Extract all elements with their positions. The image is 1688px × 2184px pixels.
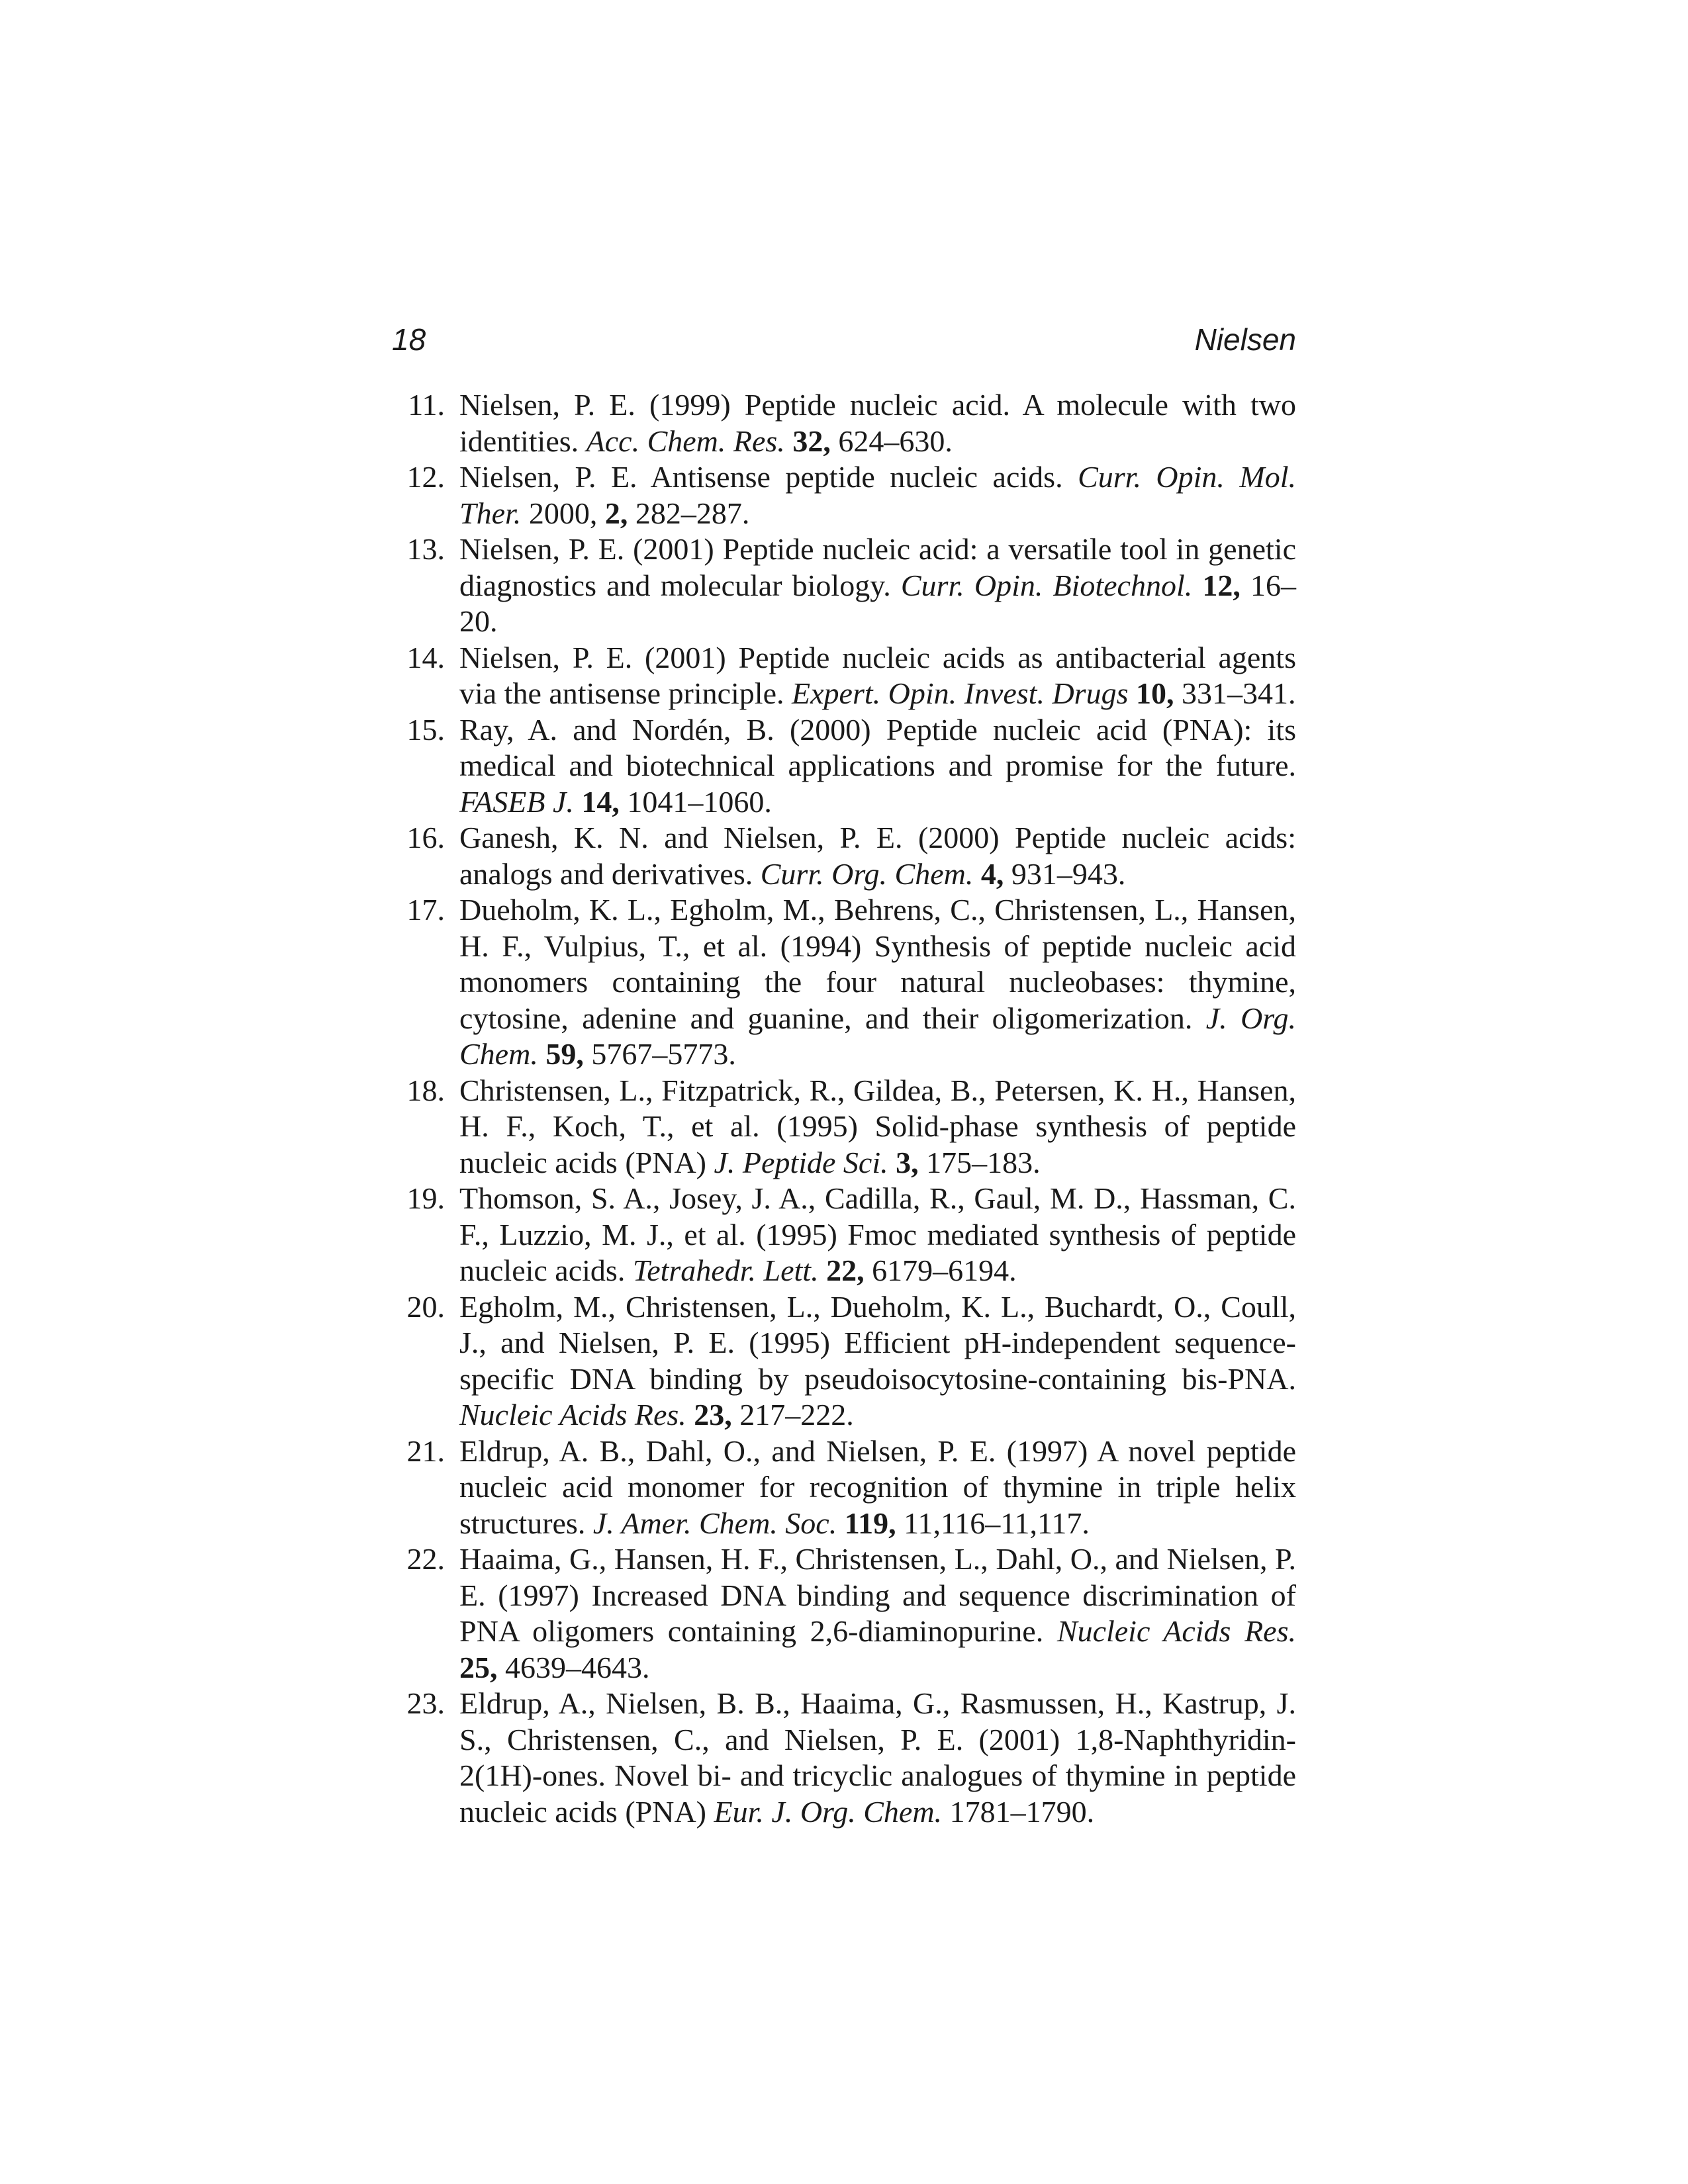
reference-separator xyxy=(819,1253,827,1287)
reference-separator xyxy=(574,785,582,819)
journal-name: Expert. Opin. Invest. Drugs xyxy=(792,676,1129,710)
volume-number: 32, xyxy=(792,424,831,458)
reference-text: Eldrup, A. B., Dahl, O., and Nielsen, P. E. (1997) A novel peptide nucleic acid monomer for recognition of thymine in triple helix structures. xyxy=(459,1433,1296,1540)
reference-item xyxy=(392,1433,1296,1542)
reference-list xyxy=(392,387,1296,1830)
reference-text: Ganesh, K. N. and Nielsen, P. E. (2000) Peptide nucleic acids: analogs and derivatives. xyxy=(459,821,1296,891)
page-number: 18 xyxy=(392,322,426,357)
reference-text: Egholm, M., Christensen, L., Dueholm, K. L., Buchardt, O., Coull, J., and Nielsen, P. E. (1995) Efficient pH-independent sequence-specific DNA binding by pseudoisocytosine-containing bis-PNA. xyxy=(459,1289,1296,1396)
reference-item xyxy=(392,640,1296,712)
reference-separator xyxy=(888,1146,896,1179)
reference-number: 11. xyxy=(408,388,445,422)
reference-number: 14. xyxy=(406,640,445,674)
reference-item xyxy=(392,1289,1296,1433)
reference-text: Dueholm, K. L., Egholm, M., Behrens, C., Christensen, L., Hansen, H. F., Vulpius, T., et al. (1994) Synthesis of peptide nucleic acid monomers containing the four natural nucleobases: thymine, cytosine, adenine and guanine, and their oligomerization. xyxy=(459,893,1296,1035)
journal-name: J. Amer. Chem. Soc. xyxy=(592,1506,837,1540)
reference-item xyxy=(392,1686,1296,1830)
reference-pages: 5767–5773. xyxy=(583,1037,736,1071)
reference-number: 19. xyxy=(406,1181,445,1215)
journal-name: Curr. Opin. Mol. Ther. xyxy=(459,460,1297,530)
reference-pages: 11,116–11,117. xyxy=(896,1506,1090,1540)
reference-number: 20. xyxy=(406,1289,445,1324)
reference-pages: 175–183. xyxy=(918,1145,1041,1179)
reference-separator xyxy=(785,424,793,458)
reference-number: 23. xyxy=(406,1686,445,1720)
reference-pages: 1781–1790. xyxy=(949,1794,1095,1829)
reference-pages: 217–222. xyxy=(731,1398,854,1432)
reference-item xyxy=(392,712,1296,821)
reference-text: Ray, A. and Nordén, B. (2000) Peptide nucleic acid (PNA): its medical and biotechnical applications and promise for the future. xyxy=(459,712,1296,782)
reference-pages: 282–287. xyxy=(628,496,750,530)
reference-item xyxy=(392,1073,1296,1181)
reference-item xyxy=(392,892,1296,1073)
reference-item xyxy=(392,1541,1296,1686)
reference-number: 15. xyxy=(406,712,445,747)
volume-number: 4, xyxy=(980,856,1004,891)
reference-item xyxy=(392,459,1296,531)
reference-number: 18. xyxy=(406,1073,445,1107)
reference-separator xyxy=(973,857,981,891)
reference-number: 16. xyxy=(406,821,445,854)
reference-text: Nielsen, P. E. Antisense peptide nucleic acids. xyxy=(459,460,1078,494)
reference-number: 12. xyxy=(406,460,445,494)
journal-name: Tetrahedr. Lett. xyxy=(632,1253,819,1287)
reference-separator xyxy=(538,1037,546,1071)
reference-text: Eldrup, A., Nielsen, B. B., Haaima, G., Rasmussen, H., Kastrup, J. S., Christensen, C., and Nielsen, P. E. (2001) 1,8-Naphthyridin-2(1H)-ones. Novel bi- and tricyclic analogues of thymine in peptide nucleic acids (PNA) xyxy=(459,1686,1296,1829)
reference-separator xyxy=(942,1795,950,1829)
reference-number: 17. xyxy=(406,893,445,927)
reference-separator xyxy=(686,1398,694,1432)
volume-number: 3, xyxy=(896,1145,919,1179)
reference-pages: 4639–4643. xyxy=(497,1650,650,1684)
reference-pages: 931–943. xyxy=(1004,856,1126,891)
journal-name: Nucleic Acids Res. xyxy=(1056,1614,1296,1648)
journal-name: J. Org. Chem. xyxy=(459,1001,1296,1071)
reference-separator: 2000, xyxy=(521,496,605,530)
reference-pages: 6179–6194. xyxy=(864,1253,1017,1287)
volume-number: 59, xyxy=(545,1037,584,1071)
reference-text: Nielsen, P. E. (2001) Peptide nucleic acid: a versatile tool in genetic diagnostics and molecular biology. xyxy=(459,532,1296,602)
journal-name: Nucleic Acids Res. xyxy=(459,1398,686,1432)
volume-number: 2, xyxy=(604,496,628,530)
volume-number: 25, xyxy=(459,1650,498,1684)
volume-number: 10, xyxy=(1136,676,1174,710)
reference-number: 13. xyxy=(406,532,445,566)
reference-text: Nielsen, P. E. (1999) Peptide nucleic acid. A molecule with two identities. xyxy=(459,388,1296,458)
volume-number: 119, xyxy=(844,1506,896,1540)
volume-number: 22, xyxy=(826,1253,865,1287)
journal-name: Eur. J. Org. Chem. xyxy=(714,1794,943,1829)
reference-number: 21. xyxy=(406,1433,445,1468)
journal-name: FASEB J. xyxy=(459,784,574,819)
reference-pages: 16–20. xyxy=(459,568,1297,638)
reference-item xyxy=(392,820,1296,892)
reference-item xyxy=(392,387,1296,459)
reference-separator xyxy=(1192,569,1202,602)
reference-number: 22. xyxy=(406,1542,445,1576)
reference-item xyxy=(392,531,1296,640)
reference-separator xyxy=(1129,676,1137,710)
reference-text: Thomson, S. A., Josey, J. A., Cadilla, R., Gaul, M. D., Hassman, C. F., Luzzio, M. J., et al. (1995) Fmoc mediated synthesis of peptide nucleic acids. xyxy=(459,1181,1296,1287)
reference-item xyxy=(392,1181,1296,1289)
running-head: Nielsen xyxy=(1194,322,1296,357)
journal-name: Acc. Chem. Res. xyxy=(586,424,785,458)
reference-pages: 331–341. xyxy=(1174,676,1296,710)
reference-text: Haaima, G., Hansen, H. F., Christensen, L., Dahl, O., and Nielsen, P. E. (1997) Increased DNA binding and sequence discrimination of PNA oligomers containing 2,6-diaminopurine. xyxy=(459,1542,1296,1648)
volume-number: 23, xyxy=(694,1398,732,1432)
reference-pages: 624–630. xyxy=(830,424,953,458)
volume-number: 12, xyxy=(1202,568,1241,602)
reference-text: Christensen, L., Fitzpatrick, R., Gildea, B., Petersen, K. H., Hansen, H. F., Koch, T., et al. (1995) Solid-phase synthesis of peptide nucleic acids (PNA) xyxy=(459,1073,1296,1179)
reference-pages: 1041–1060. xyxy=(619,784,772,819)
journal-name: J. Peptide Sci. xyxy=(714,1145,888,1179)
reference-text: Nielsen, P. E. (2001) Peptide nucleic acids as antibacterial agents via the antisense principle. xyxy=(459,640,1296,710)
journal-name: Curr. Opin. Biotechnol. xyxy=(900,568,1193,602)
reference-separator xyxy=(837,1506,845,1540)
volume-number: 14, xyxy=(581,784,620,819)
page-header xyxy=(392,320,1296,359)
journal-name: Curr. Org. Chem. xyxy=(760,856,974,891)
